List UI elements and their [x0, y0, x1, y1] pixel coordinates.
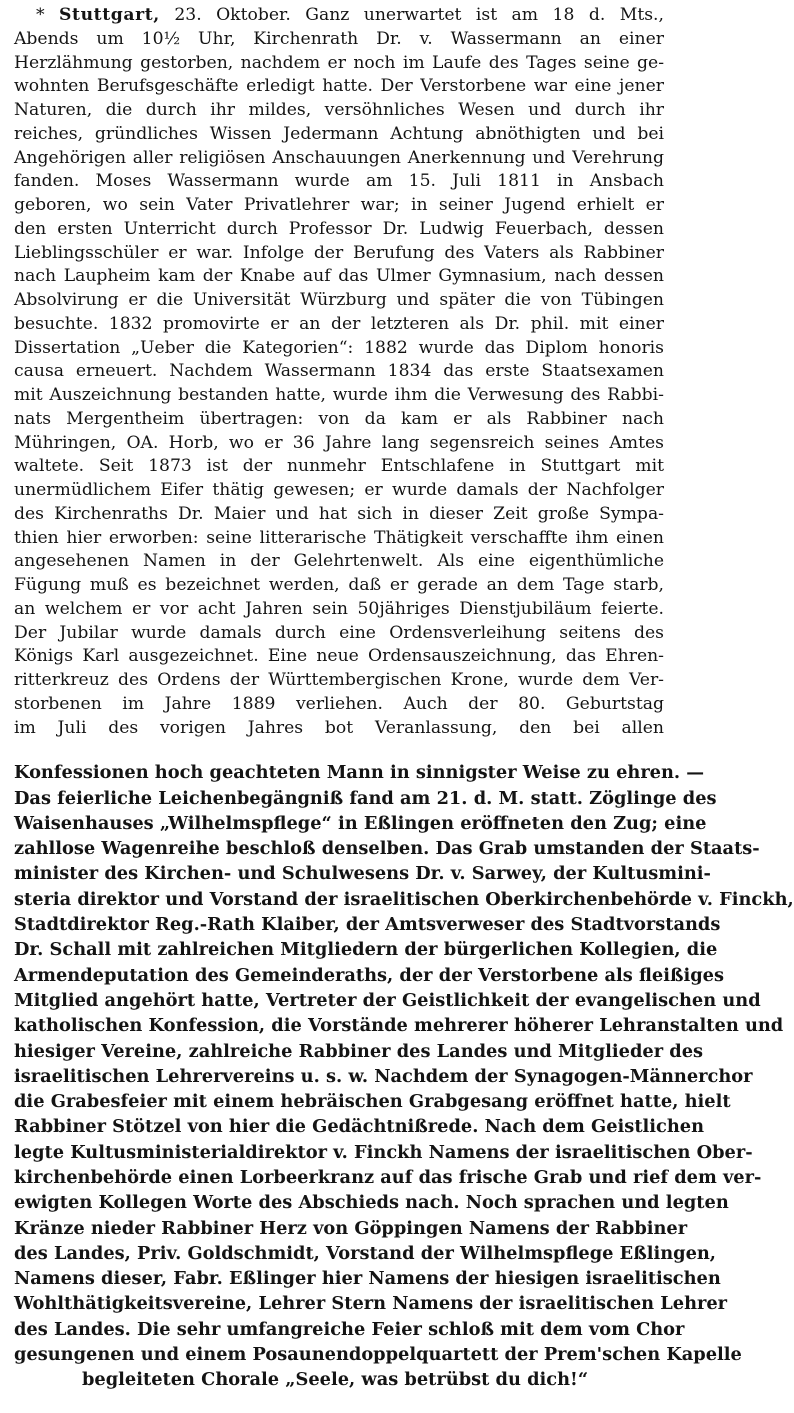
- text-line: fanden. Moses Wassermann wurde am 15. Juli 1811 in Ansbach: [14, 171, 664, 192]
- footnote-marker: *: [36, 5, 45, 25]
- text-line: reiches, gründliches Wissen Jedermann Achtung abnöthigten und bei: [14, 123, 664, 144]
- text-line: mit Auszeichnung bestanden hatte, wurde ihm die Verwesung des Rabbi-: [14, 385, 664, 405]
- article-upper-column: [14, 4, 664, 740]
- text-line: Absolvirung er die Universität Würzburg und später die von Tübingen: [14, 290, 664, 310]
- text-line: Naturen, die durch ihr mildes, versöhnliches Wesen und durch ihr: [14, 100, 664, 120]
- text-line: storbenen im Jahre 1889 verliehen. Auch der 80. Geburtstag: [14, 693, 664, 714]
- text-line: Waisenhauses „Wilhelmspflege“ in Eßlingen eröffneten den Zug; eine: [14, 812, 707, 834]
- text-line: Rabbiner Stötzel von hier die Gedächtnißrede. Nach dem Geistlichen: [14, 1116, 705, 1138]
- text-line: Namens dieser, Fabr. Eßlinger hier Namens der hiesigen israelitischen: [14, 1268, 721, 1290]
- text-line: Dr. Schall mit zahlreichen Mitgliedern der bürgerlichen Kollegien, die: [14, 939, 718, 961]
- text-line: kirchenbehörde einen Lorbeerkranz auf das frische Grab und rief dem ver-: [14, 1167, 762, 1188]
- text-line: legte Kultusministerialdirektor v. Finckh Namens der israelitischen Ober-: [14, 1141, 753, 1163]
- text-line: nats Mergentheim übertragen: von da kam er als Rabbiner nach: [14, 408, 664, 429]
- text-line: waltete. Seit 1873 ist der nunmehr Entschlafene in Stuttgart mit: [14, 456, 664, 477]
- text-line: begleiteten Chorale „Seele, was betrübst du dich!“: [82, 1369, 589, 1391]
- text-line: an welchem er vor acht Jahren sein 50jähriges Dienstjubiläum feierte.: [14, 598, 664, 619]
- text-line: unermüdlichem Eifer thätig gewesen; er wurde damals der Nachfolger: [14, 480, 664, 500]
- text-line: causa erneuert. Nachdem Wassermann 1834 das erste Staatsexamen: [14, 361, 664, 382]
- text-line: Armendeputation des Gemeinderaths, der der Verstorbene als fleißiges: [14, 964, 725, 986]
- text-line: Das feierliche Leichenbegängniß fand am 21. d. M. statt. Zöglinge des: [14, 787, 717, 809]
- text-line: gesungenen und einem Posaunendoppelquartett der Prem'schen Kapelle: [14, 1344, 742, 1366]
- text-line: katholischen Konfession, die Vorstände mehrerer höherer Lehranstalten und: [14, 1015, 784, 1037]
- text-line: Stadtdirektor Reg.-Rath Klaiber, der Amtsverweser des Stadtvorstands: [14, 914, 721, 936]
- text-line: Angehörigen aller religiösen Anschauungen Anerkennung und Verehrung: [14, 147, 664, 168]
- text-line: wohnten Berufsgeschäfte erledigt hatte. Der Verstorbene war eine jener: [14, 76, 664, 97]
- text-line: Konfessionen hoch geachteten Mann in sinnigster Weise zu ehren. —: [14, 762, 705, 784]
- text-line: des Landes. Die sehr umfangreiche Feier schloß mit dem vom Chor: [14, 1318, 685, 1340]
- text-line: besuchte. 1832 promovirte er an der letzteren als Dr. phil. mit einer: [14, 313, 664, 334]
- text-line: Lieblingsschüler er war. Infolge der Berufung des Vaters als Rabbiner: [14, 242, 664, 263]
- text-line: Königs Karl ausgezeichnet. Eine neue Ordensauszeichnung, das Ehren-: [14, 646, 664, 667]
- text-line: geboren, wo sein Vater Privatlehrer war; in seiner Jugend erhielt er: [14, 195, 664, 215]
- text-line: ritterkreuz des Ordens der Württembergischen Krone, wurde dem Ver-: [14, 670, 664, 690]
- text-line: hiesiger Vereine, zahlreiche Rabbiner des Landes und Mitglieder des: [14, 1040, 704, 1062]
- text-line: Kränze nieder Rabbiner Herz von Göppingen Namens der Rabbiner: [14, 1217, 688, 1239]
- text-line: israelitischen Lehrervereins u. s. w. Nachdem der Synagogen-Männerchor: [14, 1065, 753, 1087]
- text-line: 23. Oktober. Ganz unerwartet ist am 18 d. Mts.,: [159, 5, 664, 25]
- text-line: Mitglied angehört hatte, Vertreter der Geistlichkeit der evangelischen und: [14, 989, 761, 1011]
- text-line: Wohlthätigkeitsvereine, Lehrer Stern Namens der israelitischen Lehrer: [14, 1293, 728, 1315]
- text-line: die Grabesfeier mit einem hebräischen Grabgesang eröffnet hatte, hielt: [14, 1091, 731, 1113]
- text-line: den ersten Unterricht durch Professor Dr. Ludwig Feuerbach, dessen: [14, 218, 664, 239]
- text-line: thien hier erworben: seine litterarische Thätigkeit verschaffte ihm einen: [14, 527, 664, 548]
- text-line: Mühringen, OA. Horb, wo er 36 Jahre lang segensreich seines Amtes: [14, 432, 664, 453]
- text-line: ewigten Kollegen Worte des Abschieds nach. Noch sprachen und legten: [14, 1192, 729, 1214]
- text-line: des Kirchenraths Dr. Maier und hat sich in dieser Zeit große Sympa-: [14, 503, 664, 524]
- text-line: steria direktor und Vorstand der israelitischen Oberkirchenbehörde v. Finckh,: [14, 888, 794, 910]
- text-line: des Landes, Priv. Goldschmidt, Vorstand der Wilhelmspflege Eßlingen,: [14, 1242, 717, 1264]
- dateline-place: Stuttgart,: [59, 5, 160, 25]
- text-line: Abends um 10½ Uhr, Kirchenrath Dr. v. Wassermann an einer: [14, 28, 664, 49]
- text-line: Herzlähmung gestorben, nachdem er noch im Laufe des Tages seine ge-: [14, 52, 664, 73]
- column-break-gap: [14, 740, 664, 760]
- text-line: Fügung muß es bezeichnet werden, daß er gerade an dem Tage starb,: [14, 575, 664, 595]
- text-line: zahllose Wagenreihe beschloß denselben. Das Grab umstanden der Staats-: [14, 838, 760, 860]
- text-line: Dissertation „Ueber die Kategorien“: 1882 wurde das Diplom honoris: [14, 337, 664, 358]
- text-line: angesehenen Namen in der Gelehrtenwelt. Als eine eigenthümliche: [14, 551, 664, 572]
- text-line: nach Laupheim kam der Knabe auf das Ulmer Gymnasium, nach dessen: [14, 266, 664, 287]
- text-line: minister des Kirchen- und Schulwesens Dr. v. Sarwey, der Kultusmini-: [14, 863, 711, 885]
- article-opening-line: [14, 4, 664, 28]
- article-lower-column: [14, 760, 794, 1392]
- text-line: im Juli des vorigen Jahres bot Veranlassung, den bei allen: [14, 717, 664, 738]
- text-line: Der Jubilar wurde damals durch eine Ordensverleihung seitens des: [14, 622, 664, 643]
